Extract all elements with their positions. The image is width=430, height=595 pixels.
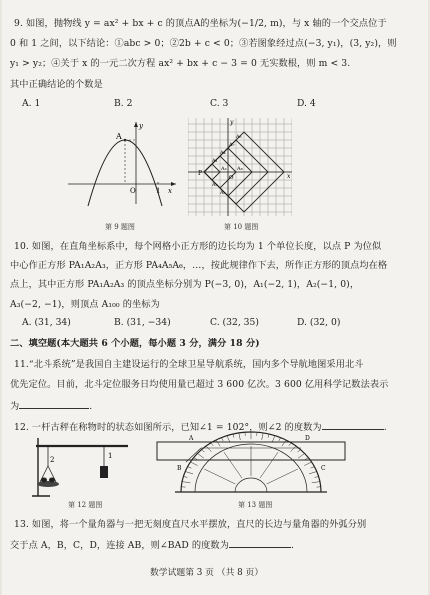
q9-option-b: B. 2 bbox=[114, 98, 133, 109]
q12-line1: 12. 一杆古秤在称物时的状态如图所示，已知∠1 = 102°，则∠2 的度数为 . bbox=[14, 422, 387, 433]
fig13-protractor-tick bbox=[304, 462, 311, 466]
q9-option-c: C. 3 bbox=[210, 98, 229, 109]
fig9-label-x: x bbox=[168, 187, 172, 195]
q10-line1: 10. 如图，在直角坐标系中，每个网格小正方形的边长均为 1 个单位长度，以点 P 为位似 bbox=[14, 241, 382, 252]
fig10-label-o: O bbox=[229, 175, 234, 181]
fig10-label-a6: A₆ bbox=[220, 190, 226, 196]
fig13-protractor-figure bbox=[155, 428, 347, 498]
fig10-label-x: x bbox=[287, 173, 291, 180]
fig9-caption: 第 9 题图 bbox=[105, 223, 135, 231]
q13-line1: 13. 如图，将一个量角器与一把无刻度直尺水平摆放，直尺的长边与量角器的外弧分别 bbox=[14, 519, 367, 530]
fig13-protractor-spoke bbox=[267, 469, 298, 484]
fig13-protractor-tick bbox=[183, 477, 187, 478]
q10-option-c: C. (32, 35) bbox=[210, 317, 259, 328]
q10-line4 bbox=[10, 298, 160, 311]
fig13-protractor-tick bbox=[262, 433, 264, 440]
page-footer: 数学试题第 3 页 （共 8 页） bbox=[150, 568, 264, 578]
q9-option-a: A. 1 bbox=[22, 98, 41, 109]
fig13-caption: 第 13 题图 bbox=[238, 501, 273, 509]
fig10-label-a7: A₇ bbox=[229, 142, 235, 148]
q9-line2: 0 和 1 之间，以下结论：①abc > 0；②2b + c < 0；③若图象经过点(−3, y₁)，(3, y₂)，则 bbox=[10, 38, 397, 49]
fig13-protractor-tick bbox=[182, 482, 190, 483]
fig13-protractor-tick bbox=[239, 433, 241, 440]
q9-line3: y₁ > y₂；④关于 x 的一元二次方程 ax² + bx + c − 3 = 0 无实数根，则 m < 3. bbox=[10, 58, 351, 69]
fig10-label-a2: A₂ bbox=[221, 166, 227, 172]
fig13-protractor-tick bbox=[190, 462, 197, 466]
q12-line1-text: 12. 一杆古秤在称物时的状态如图所示，已知∠1 = 102°，则∠2 的度数为 bbox=[14, 422, 322, 433]
q13-line2: 交于点 A，B，C，D，连接 AB，则∠BAD 的度数为 . bbox=[10, 540, 295, 551]
fig10-label-a10: A₅ bbox=[236, 134, 242, 140]
q11-line2: 优先定位。目前，北斗定位服务日均使用量已超过 3 600 亿次。3 600 亿用科学记数法表示 bbox=[10, 379, 389, 390]
q9-question: 其中正确结论的个数是 bbox=[10, 79, 103, 90]
fig13-protractor-tick bbox=[185, 472, 193, 474]
fig9-label-y: y bbox=[139, 122, 143, 130]
fig10-caption: 第 10 题图 bbox=[224, 223, 259, 231]
fig13-protractor-tick bbox=[279, 438, 281, 441]
fig13-protractor-tick bbox=[315, 477, 319, 478]
fig13-label-b: B bbox=[177, 465, 182, 472]
fig10-grid-graph bbox=[188, 118, 292, 216]
fig10-label-a1: A₁ bbox=[212, 158, 218, 164]
fig10-label-a8: A₈ bbox=[237, 166, 243, 172]
q9-option-d: D. 4 bbox=[297, 98, 316, 109]
fig13-protractor-tick bbox=[221, 438, 223, 441]
fig13-protractor-tick bbox=[312, 482, 320, 483]
fig13-protractor-tick bbox=[233, 434, 234, 438]
fig9-label-o: O bbox=[130, 187, 136, 195]
fig13-protractor-spoke bbox=[204, 469, 235, 484]
fig13-protractor-tick bbox=[188, 467, 192, 469]
fig13-protractor-tick bbox=[311, 467, 315, 469]
section-heading: 二、填空题(本大题共 6 个小题，每小题 3 分，满分 18 分) bbox=[10, 338, 260, 349]
exam-page bbox=[2, 0, 428, 595]
q10-line3: 点上，其中正方形 PA₁A₂A₃ 的顶点坐标分别为 P(−3, 0)，A₁(−2, 1)，A₂(−1, 0)， bbox=[10, 279, 360, 290]
q13-line2-text: 交于点 A，B，C，D，连接 AB，则∠BAD 的度数为 bbox=[10, 540, 229, 551]
fig12-steelyard-figure bbox=[30, 436, 134, 498]
q10-option-a: A. (31, 34) bbox=[22, 317, 71, 328]
fig10-label-p: P bbox=[198, 170, 203, 177]
fig9-label-a: A bbox=[116, 132, 122, 141]
fig10-label-a4: A₄ bbox=[220, 150, 226, 156]
q9-line1: 9. 如图，抛物线 y = ax² + bx + c 的顶点A的坐标为(−1/2, m)，与 x 轴的一个交点位于 bbox=[14, 18, 387, 29]
q10-option-b: B. (31, −34) bbox=[114, 317, 171, 328]
fig13-protractor-tick bbox=[227, 436, 230, 443]
q13-answer-blank[interactable] bbox=[229, 538, 291, 548]
q11-line3-text: 为 bbox=[10, 401, 20, 412]
q10-line2: 中心作正方形 PA₁A₂A₃，正方形 PA₄A₅A₆，…，按此规律作下去，所作正方形的顶点均在格 bbox=[10, 260, 388, 271]
fig13-label-c: C bbox=[321, 465, 326, 472]
fig9-parabola-graph bbox=[64, 118, 182, 208]
fig13-protractor-tick bbox=[309, 472, 317, 474]
fig13-protractor-tick bbox=[272, 436, 275, 443]
q10-line4-text: A₃(−2, −1)，则顶点 A₁₀₀ 的坐标为 bbox=[10, 299, 160, 310]
fig13-label-a: A bbox=[189, 435, 194, 442]
q10-option-d: D. (32, 0) bbox=[297, 317, 341, 328]
fig12-angle-label-1: 1 bbox=[108, 452, 113, 460]
fig9-label-one: 1 bbox=[156, 187, 161, 195]
fig10-label-y: y bbox=[230, 119, 234, 126]
q11-line3: 为 . bbox=[10, 401, 93, 412]
fig13-label-d: D bbox=[305, 435, 310, 442]
fig12-caption: 第 12 题图 bbox=[68, 501, 103, 509]
q11-line1: 11.“北斗系统”是我国自主建设运行的全球卫星导航系统，国内多个导航地图采用北斗 bbox=[14, 359, 364, 370]
fig13-protractor-tick bbox=[268, 434, 269, 438]
q11-answer-blank[interactable] bbox=[19, 399, 89, 409]
fig12-angle-label-2: 2 bbox=[50, 456, 55, 464]
fig10-label-a3: A₃ bbox=[212, 182, 218, 188]
